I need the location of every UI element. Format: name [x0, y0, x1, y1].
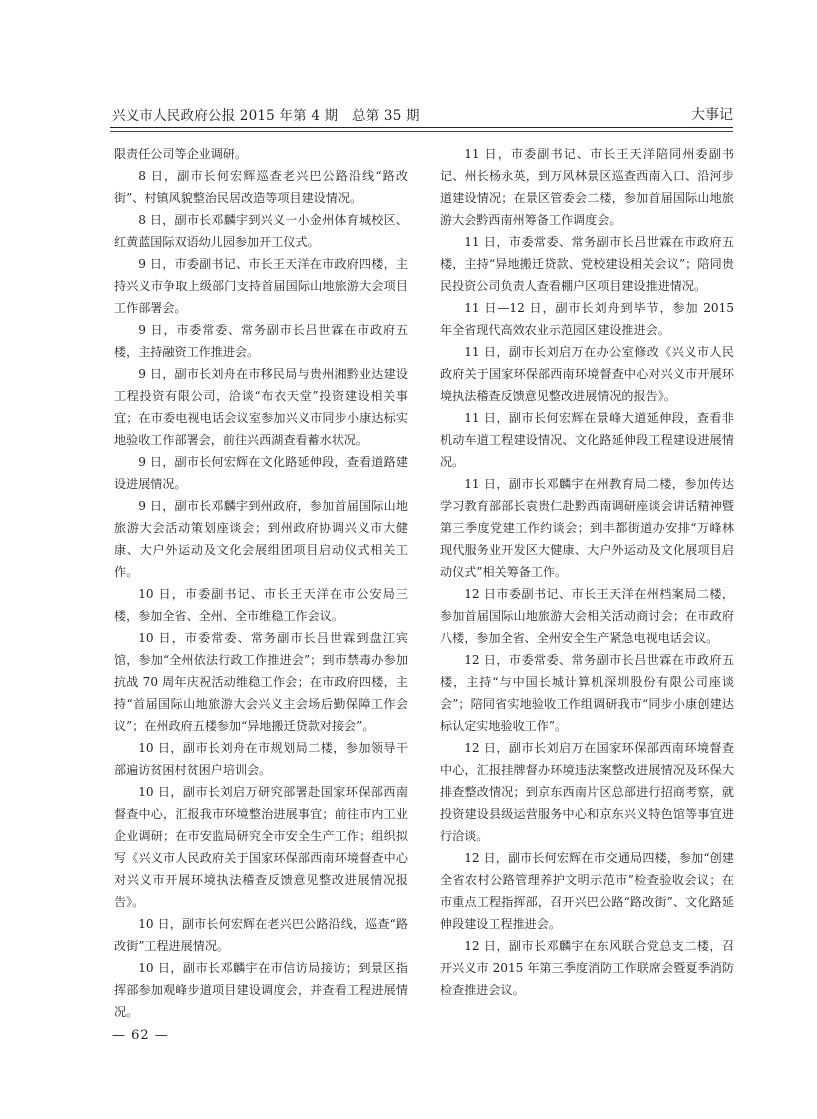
paragraph: 9 日，副市长邓麟宇到州政府，参加首届国际山地旅游大会活动策划座谈会；到州政府协调兴义市大健康、大户外运动及文化会展组团项目启动仪式相关工作。 [114, 499, 408, 579]
header-rule-thin [110, 131, 733, 132]
paragraph: 12 日，副市长刘启万在国家环保部西南环境督查中心，汇报挂牌督办环境违法案整改进展情况及环保大排查整改情况；到京东西南片区总部进行招商考察，就投资建设县级运营服务中心和京东兴义特色馆等事宜进行洽谈。 [440, 741, 734, 843]
section-title: 大事记 [691, 107, 733, 123]
paragraph: 10 日，市委副书记、市长王天洋在市公安局三楼，参加全省、全州、全市维稳工作会议。 [114, 587, 408, 623]
header-rule [110, 127, 733, 128]
left-column [114, 143, 408, 1023]
paragraph: 10 日，副市长刘舟在市规划局二楼，参加领导干部遍访贫困村贫困户培训会。 [114, 741, 408, 777]
right-column [440, 143, 734, 1001]
paragraph: 12 日，副市长何宏辉在市交通局四楼，参加“创建全省农村公路管理养护文明示范市”检查验收会议；在市重点工程指挥部，召开兴巴公路“路改街”、文化路延伸段建设工程推进会。 [440, 851, 734, 931]
paragraph: 限责任公司等企业调研。 [114, 147, 248, 161]
paragraph: 11 日，市委常委、常务副市长吕世霖在市政府五楼，主持“异地搬迁贷款、党校建设相关会议”；陪同贵民投资公司负责人查看棚户区项目建设推进情况。 [440, 235, 734, 293]
paragraph: 11 日，副市长何宏辉在景峰大道延伸段，查看非机动车道工程建设情况、文化路延伸段工程建设进展情况。 [440, 411, 734, 469]
paragraph: 8 日，副市长邓麟宇到兴义一小金州体育城校区、红黄蓝国际双语幼儿园参加开工仪式。 [114, 213, 408, 249]
paragraph: 8 日，副市长何宏辉巡查老兴巴公路沿线“路改街”、村镇风貌整治民居改造等项目建设情况。 [114, 169, 408, 205]
paragraph: 10 日，副市长刘启万研究部署赴国家环保部西南督查中心，汇报我市环境整治进展事宜；前往市内工业企业调研；在市安监局研究全市安全生产工作；组织拟写《兴义市人民政府关于国家环保部西南环境督查中心对兴义市开展环境执法稽查反馈意见整改进展情况报告》。 [114, 785, 408, 909]
paragraph: 9 日，市委副书记、市长王天洋在市政府四楼，主持兴义市争取上级部门支持首届国际山地旅游大会项目工作部署会。 [114, 257, 408, 315]
paragraph: 11 日—12 日，副市长刘舟到毕节，参加 2015 年全省现代高效农业示范园区建设推进会。 [440, 301, 734, 337]
paragraph: 12 日，市委常委、常务副市长吕世霖在市政府五楼，主持“与中国长城计算机深圳股份有限公司座谈会”；陪同省实地验收工作组调研我市“同步小康创建达标认定实地验收工作”。 [440, 653, 734, 733]
page-header [112, 104, 733, 126]
page-number: — 62 — [112, 1028, 169, 1043]
paragraph: 11 日，副市长刘启万在办公室修改《兴义市人民政府关于国家环保部西南环境督查中心对兴义市开展环境执法稽查反馈意见整改进展情况的报告》。 [440, 345, 734, 403]
paragraph: 9 日，副市长何宏辉在文化路延伸段，查看道路建设进展情况。 [114, 455, 408, 491]
paragraph: 10 日，副市长何宏辉在老兴巴公路沿线，巡查“路改街”工程进展情况。 [114, 917, 408, 953]
paragraph: 10 日，市委常委、常务副市长吕世霖到盘江宾馆，参加“全州依法行政工作推进会”；到市禁毒办参加抗战 70 周年庆祝活动维稳工作会；在市政府四楼，主持“首届国际山地旅游大会兴义主会场后勤保障工作会议”；在州政府五楼参加“异地搬迁贷款对接会”。 [114, 631, 408, 733]
paragraph: 12 日市委副书记、市长王天洋在州档案局二楼，参加首届国际山地旅游大会相关活动商讨会；在市政府八楼，参加全省、全州安全生产紧急电视电话会议。 [440, 587, 734, 645]
paragraph: 10 日，副市长邓麟宇在市信访局接访；到景区指挥部参加观峰步道项目建设调度会，并查看工程进展情况。 [114, 961, 408, 1019]
paragraph: 12 日，副市长邓麟宇在东风联合党总支二楼，召开兴义市 2015 年第三季度消防工作联席会暨夏季消防检查推进会议。 [440, 939, 734, 997]
publication-title: 兴义市人民政府公报 2015 年第 4 期 总第 35 期 [112, 108, 420, 124]
paragraph: 11 日，市委副书记、市长王天洋陪同州委副书记、州长杨永英，到万风林景区巡查西南入口、沿河步道建设情况；在景区管委会二楼，参加首届国际山地旅游大会黔西南州筹备工作调度会。 [440, 147, 734, 227]
paragraph: 9 日，市委常委、常务副市长吕世霖在市政府五楼，主持融资工作推进会。 [114, 323, 408, 359]
paragraph: 9 日，副市长刘舟在市移民局与贵州湘黔业达建设工程投资有限公司，洽谈“布衣天堂”投资建设相关事宜；在市委电视电话会议室参加兴义市同步小康达标实地验收工作部署会，前往兴西湖查看蓄水状况。 [114, 367, 408, 447]
paragraph: 11 日，副市长邓麟宇在州教育局二楼，参加传达学习教育部部长袁贵仁赴黔西南调研座谈会讲话精神暨第三季度党建工作约谈会；到丰都街道办安排“万峰林现代服务业开发区大健康、大户外运动及文化展项目启动仪式”相关筹备工作。 [440, 477, 734, 579]
